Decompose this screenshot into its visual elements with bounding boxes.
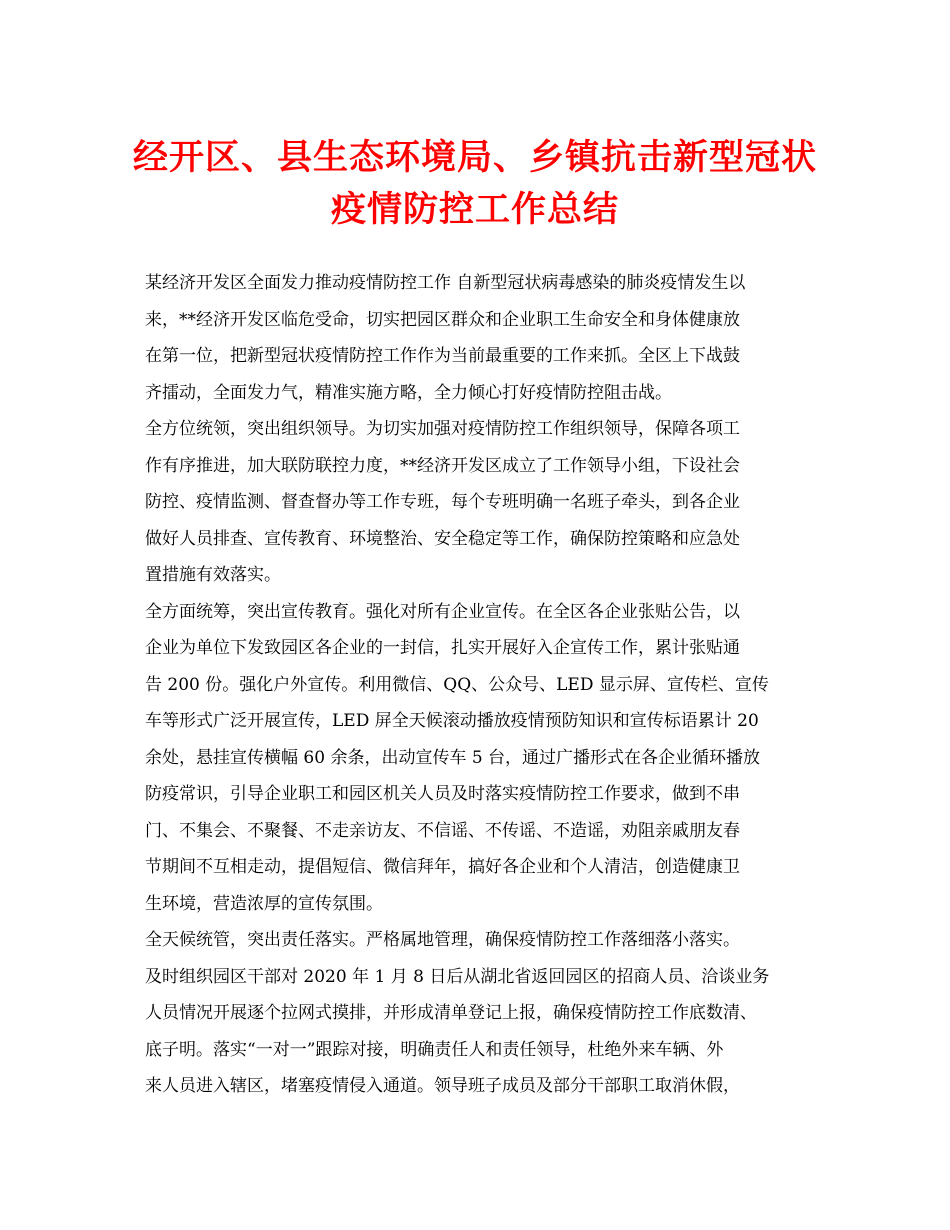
body-line: 余处，悬挂宣传横幅 60 余条，出动宣传车 5 台，通过广播形式在各企业循环播放 xyxy=(145,747,761,768)
document-body xyxy=(145,265,810,1105)
body-line: 人员情况开展逐个拉网式摸排，并形成清单登记上报，确保疫情防控工作底数清、 xyxy=(145,1003,757,1023)
body-line: 作有序推进，加大联防联控力度，**经济开发区成立了工作领导小组，下设社会 xyxy=(145,455,740,476)
body-line: 来人员进入辖区，堵塞疫情侵入通道。领导班子成员及部分干部职工取消休假， xyxy=(145,1076,740,1096)
body-line: 告 200 份。强化户外宣传。利用微信、QQ、公众号、LED 显示屏、宣传栏、宣传 xyxy=(145,674,769,695)
body-line: 及时组织园区干部对 2020 年 1 月 8 日后从湖北省返回园区的招商人员、洽谈业务 xyxy=(145,966,770,987)
body-line: 来，**经济开发区临危受命，切实把园区群众和企业职工生命安全和身体健康放 xyxy=(145,309,740,330)
body-line: 某经济开发区全面发力推动疫情防控工作 自新型冠状病毒感染的肺炎疫情发生以 xyxy=(145,273,746,293)
body-line: 防控、疫情监测、督查督办等工作专班，每个专班明确一名班子牵头，到各企业 xyxy=(145,492,740,512)
title-line: 疫情防控工作总结 xyxy=(330,189,619,230)
body-line: 齐擂动，全面发力气，精准实施方略，全力倾心打好疫情防控阻击战。 xyxy=(145,382,672,403)
body-line: 做好人员排查、宣传教育、环境整治、安全稳定等工作，确保防控策略和应急处 xyxy=(145,528,740,549)
body-line: 企业为单位下发致园区各企业的一封信，扎实开展好入企宣传工作，累计张贴通 xyxy=(145,638,740,658)
body-line: 置措施有效落实。 xyxy=(145,565,281,585)
body-line: 车等形式广泛开展宣传，LED 屏全天候滚动播放疫情预防知识和宣传标语累计 20 xyxy=(145,711,759,731)
body-line: 全方面统筹，突出宣传教育。强化对所有企业宣传。在全区各企业张贴公告，以 xyxy=(145,601,740,622)
body-line: 门、不集会、不聚餐、不走亲访友、不信谣、不传谣、不造谣，劝阻亲戚朋友春 xyxy=(145,820,740,841)
title-line: 经开区、县生态环境局、乡镇抗击新型冠状 xyxy=(132,137,817,178)
body-line: 节期间不互相走动，提倡短信、微信拜年，搞好各企业和个人清洁，创造健康卫 xyxy=(145,857,740,877)
body-line: 底子明。落实“一对一”跟踪对接，明确责任人和责任领导，杜绝外来车辆、外 xyxy=(145,1039,724,1060)
body-line: 全天候统管，突出责任落实。严格属地管理，确保疫情防控工作落细落小落实。 xyxy=(145,930,740,950)
document-title xyxy=(120,132,830,236)
body-line: 全方位统领，突出组织领导。为切实加强对疫情防控工作组织领导，保障各项工 xyxy=(145,419,740,439)
body-line: 在第一位，把新型冠状疫情防控工作作为当前最重要的工作来抓。全区上下战鼓 xyxy=(145,346,740,366)
body-line: 防疫常识，引导企业职工和园区机关人员及时落实疫情防控工作要求，做到不串 xyxy=(145,784,740,804)
body-line: 生环境，营造浓厚的宣传氛围。 xyxy=(145,893,383,914)
